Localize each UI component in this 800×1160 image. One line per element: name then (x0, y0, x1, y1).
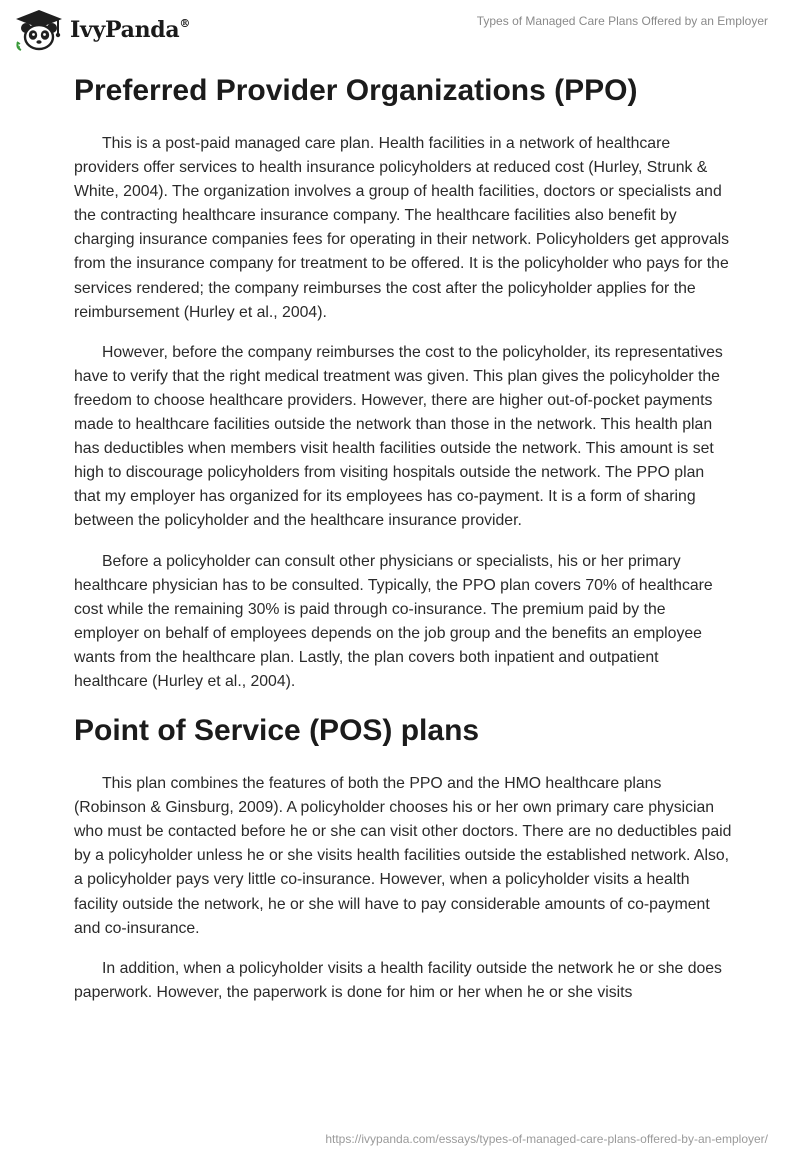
registered-mark: ® (179, 16, 191, 30)
section-heading-ppo: Preferred Provider Organizations (PPO) (74, 74, 638, 107)
paragraph: Before a policyholder can consult other physicians or specialists, his or her primary healthcare physician has to be consulted. Typically, the PPO plan covers 70% of healthcare cost while the remaining 30% is paid through co-insurance. The premium paid by the employer on behalf of employees depends on the job group and the benefits an employee wants from the healthcare plan. Lastly, the plan covers both inpatient and outpatient healthcare (Hurley et al., 2004). (74, 552, 713, 690)
paragraph: This is a post-paid managed care plan. Health facilities in a network of healthcare providers offer services to health insurance policyholders at reduced cost (Hurley, Strunk & White, 2004). The organization involves a group of health facilities, doctors or specialists and the contracting healthcare insurance company. The healthcare facilities also benefit by charging insurance companies fees for operating in their network. Policyholders get approvals from the insurance company for treatment to be offered. It is the policyholder who pays for the services rendered; the company reimburses the cost after the policyholder applies for the reimbursement (Hurley et al., 2004). (74, 135, 730, 321)
paragraph: However, before the company reimburses the cost to the policyholder, its representatives have to verify that the right medical treatment was given. This plan gives the policyholder the freedom to choose healthcare providers. However, there are higher out-of-pocket payments made to healthcare facilities outside the network than those in the network. This health plan has deductibles when members visit health facilities outside the network. This amount is set high to discourage policyholders from visiting hospitals outside the network. The PPO plan that my employer has organized for its employees has co-payment. It is a form of sharing between the policyholder and the healthcare insurance provider. (74, 343, 723, 530)
paragraph: In addition, when a policyholder visits a health facility outside the network he or she does paperwork. However, the paperwork is done for him or her when he or she visits (74, 959, 722, 1001)
panda-grad-cap-icon (14, 8, 64, 52)
document-title: Types of Managed Care Plans Offered by an Employer (476, 14, 768, 28)
ivypanda-logo[interactable] (14, 8, 190, 52)
paragraph: This plan combines the features of both the PPO and the HMO healthcare plans (Robinson & Ginsburg, 2009). A policyholder chooses his or her own primary care physician who must be contacted before he or she can visit other doctors. There are no deductibles paid by a policyholder unless he or she visits health facilities outside the established network. Also, a policyholder pays very little co-insurance. However, when a policyholder visits a health facility outside the network, he or she will have to pay considerable amounts of co-payment and co-insurance. (74, 775, 732, 937)
source-url[interactable]: https://ivypanda.com/essays/types-of-managed-care-plans-offered-by-an-employer/ (325, 1132, 768, 1146)
page-header (0, 0, 800, 60)
logo-text: IvyPanda® (70, 16, 191, 43)
essay-body (74, 72, 734, 1005)
section-heading-pos: Point of Service (POS) plans (74, 714, 480, 748)
